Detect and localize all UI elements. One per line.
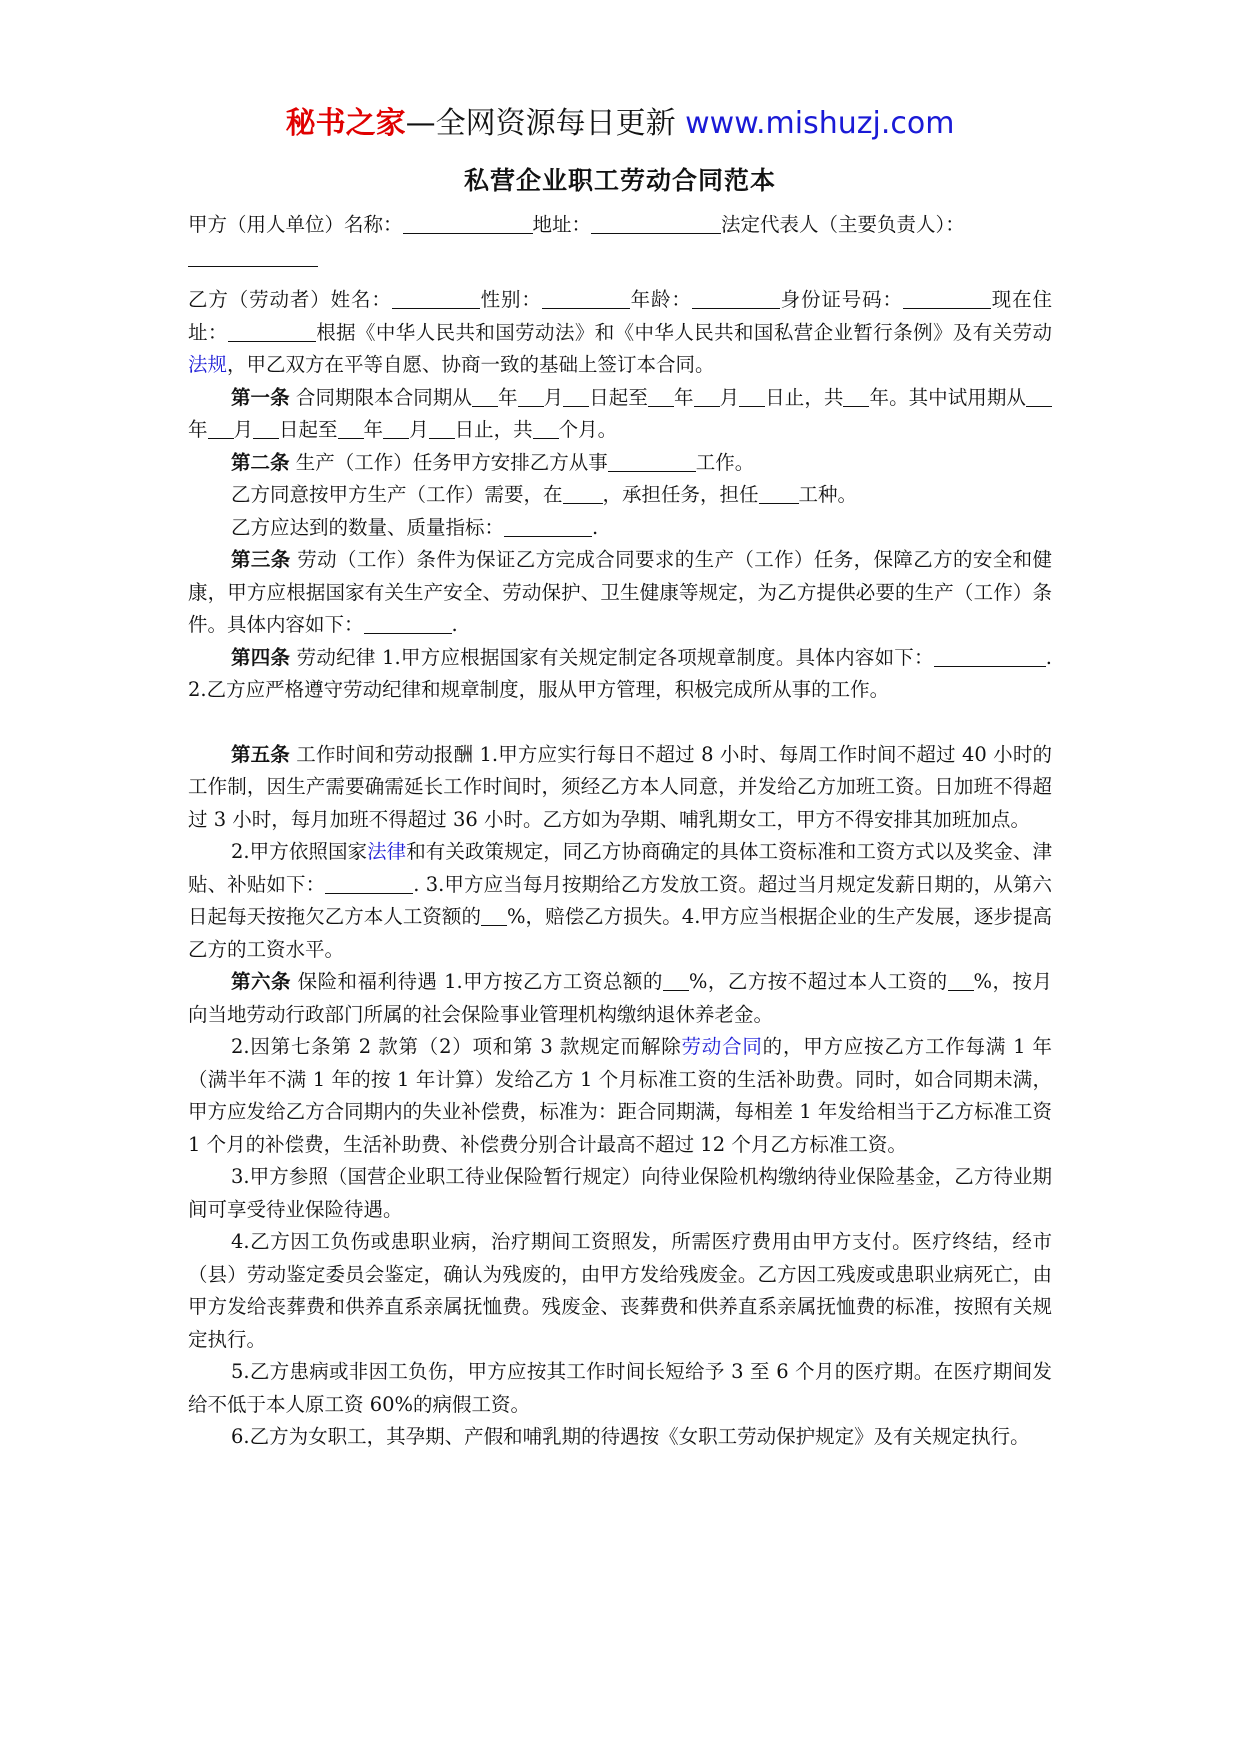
party-b-name-blank [392,287,480,309]
fill-in-blank [253,417,279,439]
fill-in-blank [948,969,974,991]
fill-in-blank [563,385,589,407]
text-run: 和有关政策规定，同乙方协商确定的具体工资标准和工资方式以及奖金、津贴、补贴如下： [188,840,1052,896]
fill-in-blank [648,385,674,407]
text-run: 年 [363,418,384,441]
fill-in-blank [739,385,765,407]
fill-in-blank [481,904,507,926]
text-run: 乙方同意按甲方生产（工作）需要，在 [231,483,563,506]
text-run: 根据《中华人民共和国劳动法》和《中华人民共和国私营企业暂行条例》及有关劳动 [315,320,1052,344]
site-url-link[interactable]: www.mishuzj.com [685,106,955,141]
text-run: 地址： [532,213,592,236]
party-a-address-blank [591,212,721,234]
party-b-address-blank [228,320,316,342]
article-2-para-2 [188,479,1052,512]
article-heading: 第四条 [231,645,291,669]
text-run: 工作。 [695,450,755,474]
article-2 [188,447,1052,480]
fill-in-blank [694,385,720,407]
labor-contract-link[interactable]: 劳动合同 [681,1035,763,1058]
article-6 [188,966,1052,1031]
text-run: %，乙方按不超过本人工资的 [688,970,948,993]
fill-in-blank [608,450,696,472]
article-3 [188,544,1052,642]
fill-in-blank [472,385,498,407]
text-run: 日止，共 [454,418,533,441]
text-run: 年 [673,385,694,409]
text-run: 劳动（工作）条件为保证乙方完成合同要求的生产（工作）任务，保障乙方的安全和健康，甲方应根据国家有关生产安全、劳动保护、卫生健康等规定，为乙方提供必要的生产（工作）条件。具体内容如下： [188,548,1052,636]
text-run: 个月。 [558,418,618,441]
article-heading: 第二条 [231,450,290,474]
header-tagline: —全网资源每日更新 [405,106,686,141]
text-run: 日止，共 [765,385,844,409]
article-6-para-2 [188,1031,1052,1161]
text-run: 日起至 [279,418,338,441]
brand-name: 秘书之家 [285,106,406,141]
law-link[interactable]: 法律 [367,840,407,863]
party-b-paragraph [188,284,1052,382]
fill-in-blank [533,417,559,439]
text-run: . [592,515,599,539]
document-title: 私营企业职工劳动合同范本 [463,166,776,195]
fill-in-blank [338,417,364,439]
fill-in-blank [990,645,1046,667]
party-b-age-blank [692,287,780,309]
text-run: . 2.乙方应严格遵守劳动纪律和规章制度，服从甲方管理，积极完成所从事的工作。 [188,645,1052,701]
article-5-para-2 [188,836,1052,966]
text-run: ，承担任务，担任 [602,483,759,506]
text-run: 年龄： [629,288,692,311]
text-run: 合同期限本合同期从 [289,385,472,409]
text-run: 劳动纪律 1.甲方应根据国家有关规定制定各项规章制度。具体内容如下： [290,645,934,669]
fill-in-blank [518,385,544,407]
text-run: 现在住址： [188,288,1052,344]
article-6-para-4: 4.乙方因工负伤或患职业病，治疗期间工资照发，所需医疗费用由甲方支付。医疗终结，经市（县）劳动鉴定委员会鉴定，确认为残废的，由甲方发给残废金。乙方因工残废或患职业病死亡，由甲方发给丧葬费和供养直系亲属抚恤费。残废金、丧葬费和供养直系亲属抚恤费的标准，按照有关规定执行。 [188,1230,1052,1351]
article-heading: 第六条 [231,970,291,993]
fill-in-blank [934,645,990,667]
fill-in-blank [364,612,452,634]
text-run: 年。其中试用期从 [869,385,1026,409]
text-run: %，赔偿乙方损失。4.甲方应当根据企业的生产发展，逐步提高乙方的工资水平。 [188,905,1052,961]
article-heading: 第一条 [231,385,290,409]
text-run: 2.甲方依照国家 [231,840,368,863]
text-run: ，甲乙双方在平等自愿、协商一致的基础上签订本合同。 [227,353,715,376]
fill-in-blank [1026,385,1052,407]
text-run: 月 [543,385,564,409]
fill-in-blank [383,417,409,439]
article-4 [188,642,1052,707]
text-run: 生产（工作）任务甲方安排乙方从事 [289,450,608,474]
text-run: 保险和福利待遇 1.甲方按乙方工资总额的 [290,970,663,993]
text-run: 2.因第七条第 2 款第（2）项和第 3 款规定而解除 [231,1035,682,1058]
fill-in-blank [325,872,413,894]
text-run: 身份证号码： [779,288,903,311]
fill-in-blank [843,385,869,407]
article-6-para-5: 5.乙方患病或非因工负伤，甲方应按其工作时间长短给予 3 至 6 个月的医疗期。在医疗期间发给不低于本人原工资 60%的病假工资。 [188,1360,1052,1416]
fill-in-blank [429,417,455,439]
text-run: 乙方（劳动者）姓名： [188,288,392,311]
party-a-name-blank [403,212,533,234]
text-run: 月 [409,418,429,441]
party-a-rep-blank [188,245,318,267]
fill-in-blank [663,969,689,991]
text-run: 日起至 [589,385,648,409]
text-run: 月 [233,418,254,441]
text-run: 年 [188,418,208,441]
text-run: %，按月向当地劳动行政部门所属的社会保险事业管理机构缴纳退休养老金。 [188,970,1052,1026]
party-b-gender-blank [542,287,630,309]
text-run: 乙方应达到的数量、质量指标： [231,515,505,539]
article-6-para-3: 3.甲方参照（国营企业职工待业保险暂行规定）向待业保险机构缴纳待业保险基金，乙方待业期间可享受待业保险待遇。 [188,1165,1052,1221]
text-run: 工种。 [798,483,858,506]
text-run: 工作时间和劳动报酬 1.甲方应实行每日不超过 8 小时、每周工作时间不超过 40 小时的工作制，因生产需要确需延长工作时间时，须经乙方本人同意，并发给乙方加班工资。日加班不得超过 3 小时，每月加班不得超过 36 小时。乙方如为孕期、哺乳期女工，甲方不得安排其加班加点。 [188,742,1052,831]
article-6-para-6: 6.乙方为女职工，其孕期、产假和哺乳期的待遇按《女职工劳动保护规定》及有关规定执行。 [231,1425,1030,1448]
fill-in-blank [759,482,799,504]
site-header [148,95,1092,153]
text-run: 的，甲方应按乙方工作每满 1 年（满半年不满 1 年的按 1 年计算）发给乙方 1 个月标准工资的生活补助费。同时，如合同期未满，甲方应发给乙方合同期内的失业补偿费，标准为：距合同期满，每相差 1 年发给相当于乙方标准工资 1 个月的补偿费，生活补助费、补偿费分别合计最高不超过 12 个月乙方标准工资。 [188,1035,1052,1156]
party-b-id-blank [903,287,991,309]
text-run: 月 [719,385,740,409]
text-run: . 3.甲方应当每月按期给乙方发放工资。超过当月规定发薪日期的，从第六日起每天按拖欠乙方本人工资额的 [188,872,1052,928]
text-run: 法定代表人（主要负责人）： [721,213,965,236]
article-1 [188,382,1052,447]
article-2-para-3 [188,512,1052,545]
article-heading: 第五条 [231,742,290,766]
law-link-regulations[interactable]: 法规 [188,353,228,376]
party-a-line [188,209,1052,274]
document-page [188,95,1052,1454]
text-run: 性别： [479,288,542,311]
article-5 [188,739,1052,837]
text-run: 甲方（用人单位）名称： [188,213,403,236]
fill-in-blank [563,482,603,504]
fill-in-blank [504,515,592,537]
article-heading: 第三条 [231,548,291,571]
text-run: . [451,613,458,636]
fill-in-blank [208,417,234,439]
text-run: 年 [497,385,518,409]
